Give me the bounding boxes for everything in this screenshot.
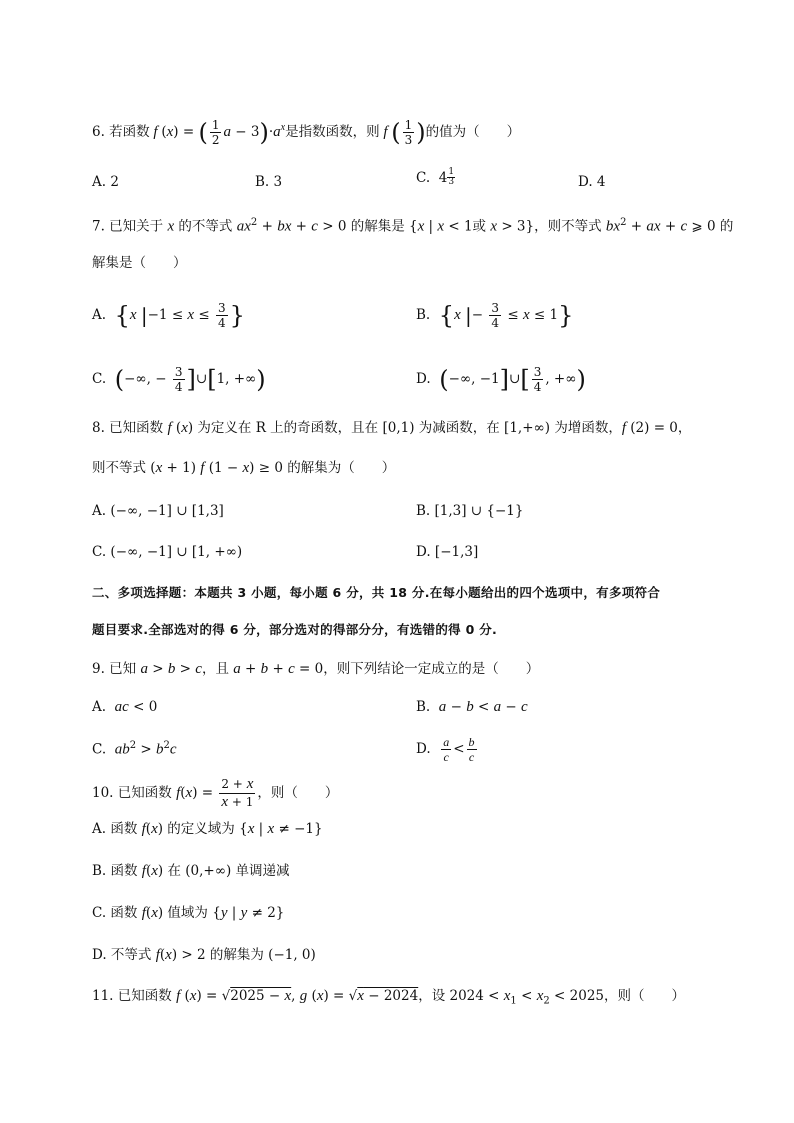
q10-option-b: B. 函数 f(x) 在 (0,+∞) 单调递减 xyxy=(92,863,290,879)
q8-option-b: B. [1,3] ∪ {−1} xyxy=(416,503,524,519)
q6-option-c: C. 4 $\frac{1}{3}$ xyxy=(416,167,455,187)
q7-option-c: C. (−∞, − $\frac{3}{4}$ ]∪[1, +∞) xyxy=(92,365,266,394)
q9-stem: 9. 已知 a > b > c，且 a + b + c = 0，则下列结论一定成立的是（ ） xyxy=(92,661,540,677)
q8-stem-line1: 8. 已知函数 f (x) 为定义在 R 上的奇函数，且在 [0,1) 为减函数，在 [1,+∞) 为增函数，f (2) = 0， xyxy=(92,420,692,436)
q7-stem-line1: 7. 已知关于 x 的不等式 $ax^2$ + bx + c > 0 的解集是 {x | x < 1或 x > 3}，则不等式 $bx^2$ + ax + c ⩾ 0 的 xyxy=(92,217,734,235)
q7-option-b: B. {x |− $\frac{3}{4}$ ≤ x ≤ 1} xyxy=(416,301,574,330)
q8-option-c: C. (−∞, −1] ∪ [1, +∞) xyxy=(92,544,243,560)
q9-option-d: D. $\frac{a}{c}$ < $\frac{b}{c}$ xyxy=(416,735,475,764)
q10-option-a: A. 函数 f(x) 的定义域为 {x | x ≠ −1} xyxy=(92,821,323,837)
q7-stem-line2: 解集是（ ） xyxy=(92,255,187,271)
q7-option-a: A. {x |−1 ≤ x ≤ $\frac{3}{4}$ } xyxy=(92,301,245,330)
q10-option-c: C. 函数 f(x) 值域为 {y | y ≠ 2} xyxy=(92,905,285,921)
section-heading-line1: 二、多项选择题：本题共 3 小题，每小题 6 分，共 18 分.在每小题给出的四个选项中，有多项符合 xyxy=(92,585,661,600)
q9-option-a: A. ac < 0 xyxy=(92,699,158,715)
q6-option-b: B. 3 xyxy=(255,174,283,190)
q10-option-d: D. 不等式 f(x) > 2 的解集为 (−1, 0) xyxy=(92,947,316,963)
q6-stem: 6. 若函数 f (x) = ( $\frac{1}{2}$ $a - 3)\cdot a^x$是指数函数，则 f ( $\frac{1}{3}$ )的值为（ ） xyxy=(92,118,521,147)
q7-option-d: D. (−∞, −1]∪[ $\frac{3}{4}$ , +∞) xyxy=(416,365,586,394)
q9-option-c: C. $ab^2 > b^2c$ xyxy=(92,740,177,758)
q6-option-d: D. 4 xyxy=(578,174,606,190)
q9-option-b: B. a − b < a − c xyxy=(416,699,528,715)
section-heading-line2: 题目要求.全部选对的得 6 分，部分选对的得部分分，有选错的得 0 分. xyxy=(92,622,498,637)
q11-stem: 11. 已知函数 f (x) = √2025 − x, g (x) = √x − 2024，设 $2024 < x_1 < x_2 < 2025$，则（ ） xyxy=(92,988,686,1007)
q8-option-d: D. [−1,3] xyxy=(416,544,479,560)
q6-option-a: A. 2 xyxy=(92,174,119,190)
q8-stem-line2: 则不等式 (x + 1) f (1 − x) ≥ 0 的解集为（ ） xyxy=(92,460,396,476)
q8-option-a: A. (−∞, −1] ∪ [1,3] xyxy=(92,503,224,519)
q10-stem: 10. 已知函数 f(x) = $\frac{2 + x}{x + 1}$ ，则（ ） xyxy=(92,776,339,810)
